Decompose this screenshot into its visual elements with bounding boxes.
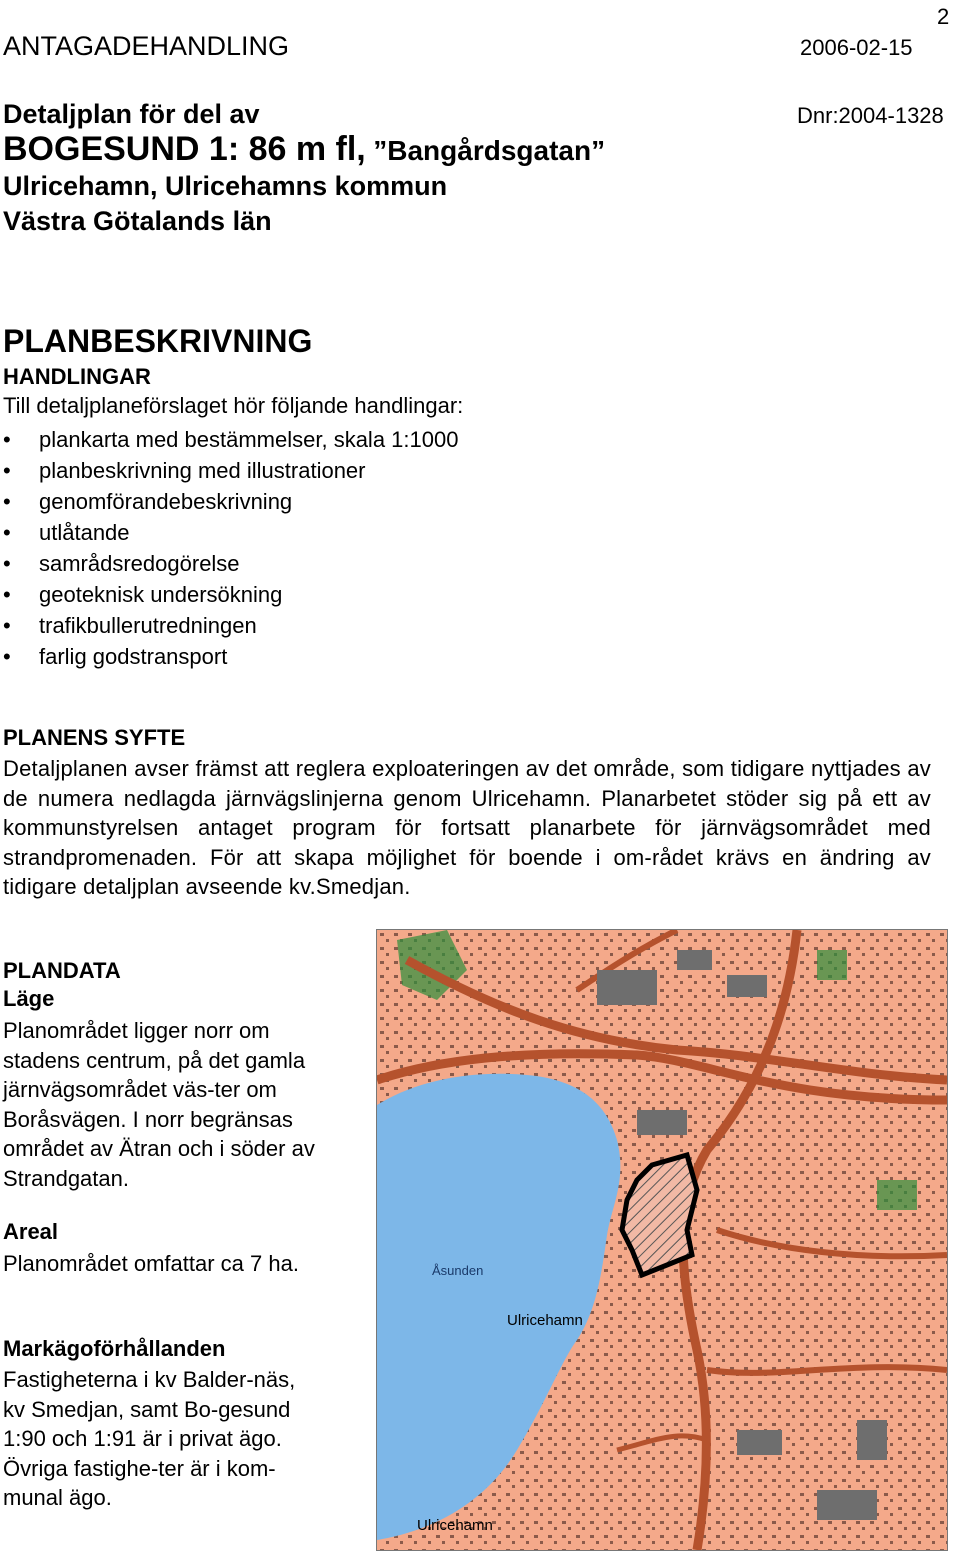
plandata-heading: PLANDATA xyxy=(3,958,121,983)
map-label-ulricehamn: Ulricehamn xyxy=(507,1312,583,1329)
list-item: • farlig godstransport xyxy=(0,641,458,672)
list-item: • genomförandebeskrivning xyxy=(0,486,458,517)
list-item: • geoteknisk undersökning xyxy=(0,579,458,610)
map-building xyxy=(597,970,657,1005)
areal-heading: Areal xyxy=(3,1219,59,1244)
document-title xyxy=(3,97,605,239)
map-svg xyxy=(377,930,947,1550)
map-green-area xyxy=(817,950,847,980)
title-line-1: Detaljplan för del av xyxy=(3,99,260,129)
map-building xyxy=(857,1420,887,1460)
location-map xyxy=(376,929,948,1551)
map-label-ulricehamn-south: Ulricehamn xyxy=(417,1517,493,1534)
handlingar-intro: Till detaljplaneförslaget hör följande handlingar: xyxy=(3,393,464,418)
list-item: • utlåtande xyxy=(0,517,458,548)
map-building xyxy=(677,950,712,970)
markagoforhallanden-heading: Markägoförhållanden xyxy=(3,1336,226,1361)
handlingar-heading: HANDLINGAR xyxy=(3,364,151,389)
title-line-4: Västra Götalands län xyxy=(3,206,272,236)
list-item: • planbeskrivning med illustrationer xyxy=(0,455,458,486)
page-number: 2 xyxy=(937,4,950,29)
registration-number: Dnr:2004-1328 xyxy=(797,103,944,128)
map-building xyxy=(737,1430,782,1455)
map-building xyxy=(727,975,767,997)
title-line-3: Ulricehamn, Ulricehamns kommun xyxy=(3,171,448,201)
syfte-heading: PLANENS SYFTE xyxy=(3,725,186,750)
map-building xyxy=(637,1110,687,1135)
lage-heading: Läge xyxy=(3,986,55,1011)
markagoforhallanden-paragraph: Fastigheterna i kv Balder-näs, kv Smedjan, samt Bo-gesund 1:90 och 1:91 är i privat ägo. Övriga fastighe-ter är i kom-munal ägo. xyxy=(3,1367,296,1510)
syfte-paragraph: Detaljplanen avser främst att reglera exploateringen av det område, som tidigare nyttjades av de numera nedlagda järnvägslinjerna genom Ulricehamn. Planarbetet stöder sig på ett av kommunstyrelsen antaget program för fortsatt planarbete för järnvägsområdet med strandpromenaden. För att skapa möjlighet för boende i om-rådet krävs en ändring av tidigare detaljplan avseende kv.Smedjan. xyxy=(3,756,931,899)
list-item: • samrådsredogörelse xyxy=(0,548,458,579)
areal-paragraph: Planområdet omfattar ca 7 ha. xyxy=(3,1251,299,1276)
map-building xyxy=(817,1490,877,1520)
lage-paragraph: Planområdet ligger norr om stadens centrum, på det gamla järnvägsområdet väs-ter om Boråsvägen. I norr begränsas området av Ätran och i söder av Strandgatan. xyxy=(3,1018,315,1191)
title-line-2 xyxy=(3,132,605,169)
map-green-area xyxy=(877,1180,917,1210)
planbeskrivning-heading: PLANBESKRIVNING xyxy=(3,323,313,359)
list-item: • trafikbullerutredningen xyxy=(0,610,458,641)
list-item: • plankarta med bestämmelser, skala 1:1000 xyxy=(0,424,458,455)
title-area-name: ”Bangårdsgatan” xyxy=(373,135,606,166)
map-label-asunden: Åsunden xyxy=(432,1263,484,1278)
title-property: BOGESUND 1: 86 m fl, xyxy=(3,130,366,168)
handlingar-list xyxy=(0,424,458,672)
document-date: 2006-02-15 xyxy=(800,35,913,60)
document-status: ANTAGADEHANDLING xyxy=(3,31,290,61)
